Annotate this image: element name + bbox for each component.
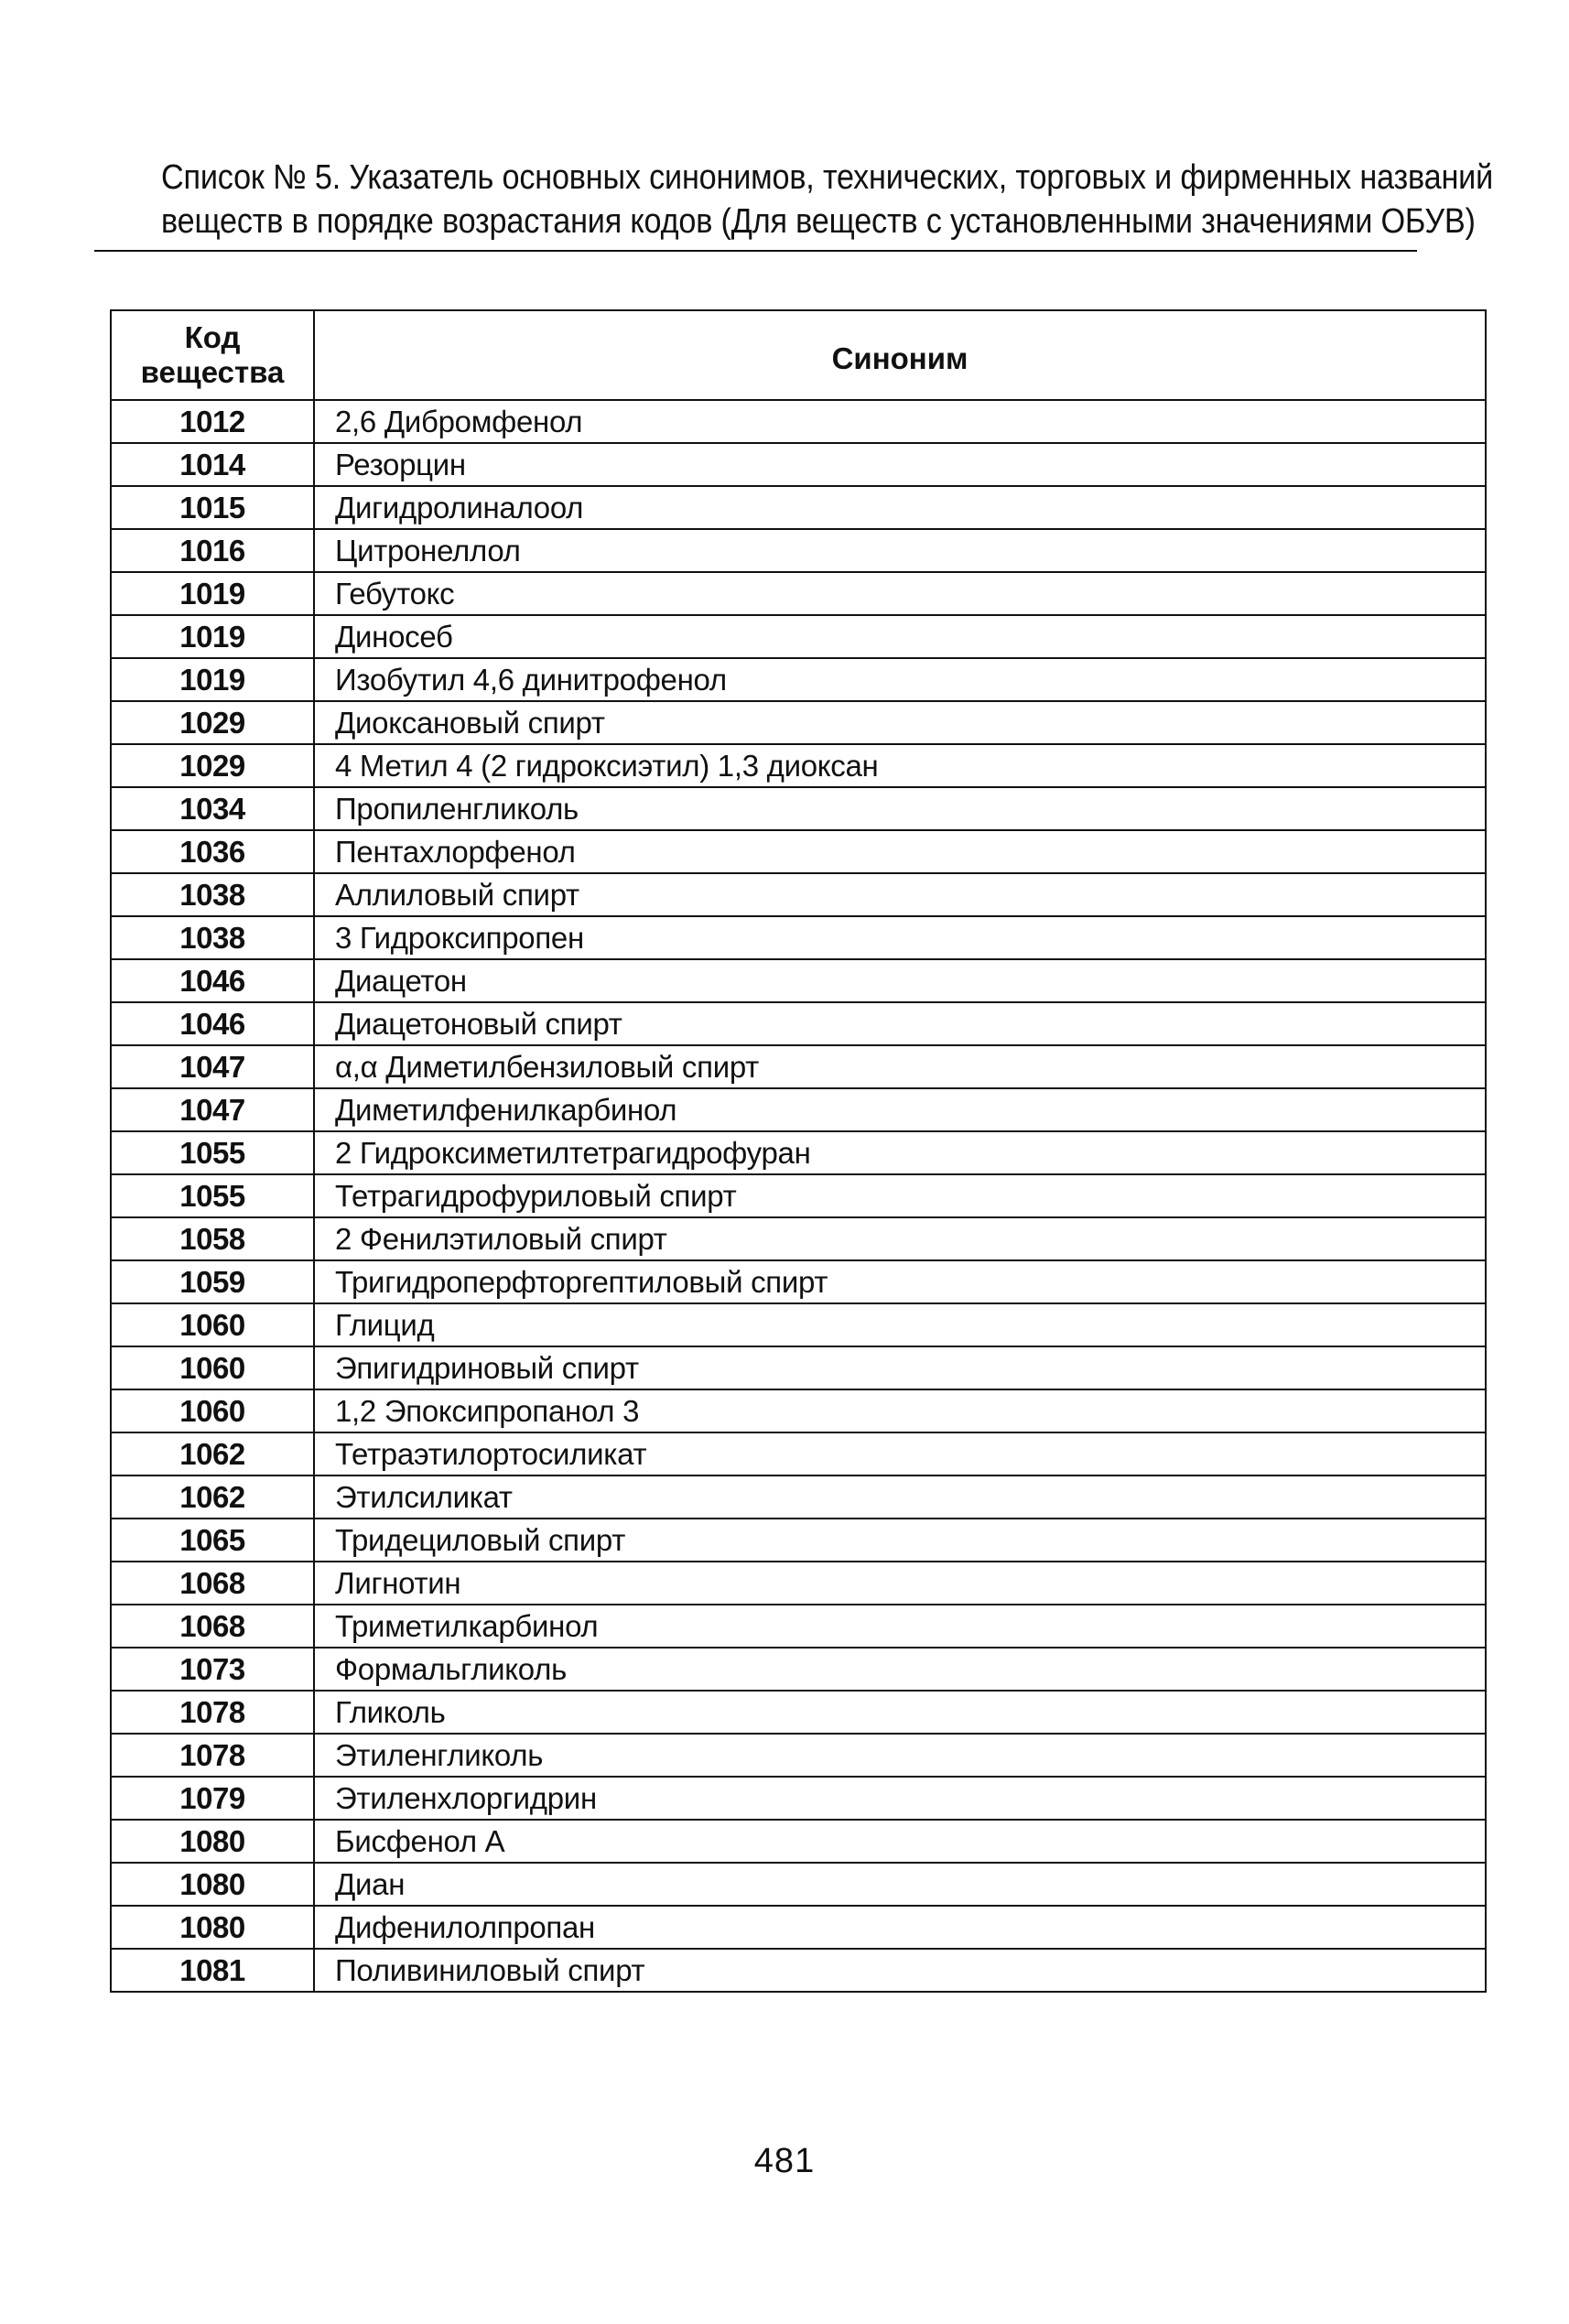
synonym-table	[110, 309, 1487, 1993]
substance-code-cell: 1062	[111, 1432, 314, 1475]
table-row	[111, 1389, 1486, 1432]
table-row	[111, 615, 1486, 658]
substance-code-cell: 1038	[111, 873, 314, 916]
table-row	[111, 529, 1486, 572]
table-row	[111, 486, 1486, 529]
table-row	[111, 572, 1486, 615]
substance-code-cell: 1062	[111, 1475, 314, 1519]
substance-code-cell: 1034	[111, 787, 314, 830]
synonym-cell: Этиленхлоргидрин	[314, 1777, 1486, 1820]
substance-code-cell: 1060	[111, 1389, 314, 1432]
synonym-cell: 2,6 Дибромфенол	[314, 400, 1486, 443]
synonym-cell: Этилсиликат	[314, 1475, 1486, 1519]
synonym-cell: Гебутокс	[314, 572, 1486, 615]
substance-code-cell: 1068	[111, 1562, 314, 1605]
table-row	[111, 787, 1486, 830]
table-row	[111, 1346, 1486, 1389]
substance-code-cell: 1019	[111, 615, 314, 658]
synonym-cell: Цитронеллол	[314, 529, 1486, 572]
table-row	[111, 1303, 1486, 1346]
synonym-cell: Диоксановый спирт	[314, 701, 1486, 744]
substance-code-cell: 1078	[111, 1734, 314, 1777]
table-row	[111, 1906, 1486, 1949]
synonym-cell: Резорцин	[314, 443, 1486, 486]
substance-code-cell: 1015	[111, 486, 314, 529]
synonym-cell: Этиленгликоль	[314, 1734, 1486, 1777]
table-row	[111, 1174, 1486, 1217]
synonym-cell: Триметилкарбинол	[314, 1605, 1486, 1648]
substance-code-cell: 1065	[111, 1519, 314, 1562]
substance-code-cell: 1080	[111, 1863, 314, 1906]
table-row	[111, 1562, 1486, 1605]
synonym-cell: Формальгликоль	[314, 1648, 1486, 1691]
synonym-cell: Дигидролиналоол	[314, 486, 1486, 529]
table-body	[111, 400, 1486, 1992]
synonym-cell: Эпигидриновый спирт	[314, 1346, 1486, 1389]
page-title	[161, 156, 1494, 243]
substance-code-cell: 1047	[111, 1088, 314, 1131]
substance-code-cell: 1047	[111, 1045, 314, 1088]
table-row	[111, 1863, 1486, 1906]
substance-code-cell: 1046	[111, 1002, 314, 1045]
synonym-cell: Тридециловый спирт	[314, 1519, 1486, 1562]
synonym-cell: 2 Гидроксиметилтетрагидрофуран	[314, 1131, 1486, 1174]
synonym-cell: Диносеб	[314, 615, 1486, 658]
synonym-cell: Лигнотин	[314, 1562, 1486, 1605]
synonym-cell: Диметилфенилкарбинол	[314, 1088, 1486, 1131]
table-row	[111, 1605, 1486, 1648]
synonym-cell: 1,2 Эпоксипропанол 3	[314, 1389, 1486, 1432]
table-row	[111, 1260, 1486, 1303]
table-row	[111, 1131, 1486, 1174]
substance-code-cell: 1060	[111, 1346, 314, 1389]
substance-code-cell: 1014	[111, 443, 314, 486]
substance-code-cell: 1079	[111, 1777, 314, 1820]
synonym-cell: Диацетоновый спирт	[314, 1002, 1486, 1045]
substance-code-cell: 1060	[111, 1303, 314, 1346]
synonym-cell: Аллиловый спирт	[314, 873, 1486, 916]
table-row	[111, 744, 1486, 787]
page-number: 481	[753, 2142, 816, 2180]
synonym-cell: α,α Диметилбензиловый спирт	[314, 1045, 1486, 1088]
synonym-cell: Поливиниловый спирт	[314, 1949, 1486, 1992]
synonym-cell: Изобутил 4,6 динитрофенол	[314, 658, 1486, 701]
substance-code-cell: 1036	[111, 830, 314, 873]
synonym-cell: Пропиленгликоль	[314, 787, 1486, 830]
table-row	[111, 443, 1486, 486]
substance-code-cell: 1046	[111, 959, 314, 1002]
substance-code-cell: 1058	[111, 1217, 314, 1260]
substance-code-cell: 1081	[111, 1949, 314, 1992]
table-row	[111, 1777, 1486, 1820]
substance-code-cell: 1055	[111, 1131, 314, 1174]
synonym-cell: Пентахлорфенол	[314, 830, 1486, 873]
substance-code-cell: 1019	[111, 572, 314, 615]
substance-code-cell: 1019	[111, 658, 314, 701]
substance-code-cell: 1029	[111, 701, 314, 744]
synonym-cell: 2 Фенилэтиловый спирт	[314, 1217, 1486, 1260]
table-row	[111, 1734, 1486, 1777]
synonym-cell: Диацетон	[314, 959, 1486, 1002]
column-header-synonym: Синоним	[314, 310, 1486, 400]
table-row	[111, 658, 1486, 701]
substance-code-cell: 1073	[111, 1648, 314, 1691]
table-row	[111, 1045, 1486, 1088]
table-row	[111, 916, 1486, 959]
table-row	[111, 1002, 1486, 1045]
synonym-cell: Глицид	[314, 1303, 1486, 1346]
substance-code-cell: 1012	[111, 400, 314, 443]
substance-code-cell: 1080	[111, 1820, 314, 1863]
table-row	[111, 1519, 1486, 1562]
table-row	[111, 1217, 1486, 1260]
table-row	[111, 1432, 1486, 1475]
synonym-cell: Тетрагидрофуриловый спирт	[314, 1174, 1486, 1217]
substance-code-cell: 1016	[111, 529, 314, 572]
synonym-cell: Тригидроперфторгептиловый спирт	[314, 1260, 1486, 1303]
column-header-code: Код вещества	[111, 310, 314, 400]
table-header-row	[111, 310, 1486, 400]
table-row	[111, 873, 1486, 916]
table-row	[111, 1691, 1486, 1734]
synonym-cell: Диан	[314, 1863, 1486, 1906]
table-row	[111, 959, 1486, 1002]
synonym-cell: Дифенилолпропан	[314, 1906, 1486, 1949]
substance-code-cell: 1080	[111, 1906, 314, 1949]
table-row	[111, 1820, 1486, 1863]
synonym-cell: Тетраэтилортосиликат	[314, 1432, 1486, 1475]
table-row	[111, 1088, 1486, 1131]
substance-code-cell: 1068	[111, 1605, 314, 1648]
synonym-cell: Гликоль	[314, 1691, 1486, 1734]
synonym-cell: 3 Гидроксипропен	[314, 916, 1486, 959]
table-row	[111, 701, 1486, 744]
substance-code-cell: 1059	[111, 1260, 314, 1303]
table-row	[111, 400, 1486, 443]
substance-code-cell: 1055	[111, 1174, 314, 1217]
synonym-cell: 4 Метил 4 (2 гидроксиэтил) 1,3 диоксан	[314, 744, 1486, 787]
title-line-1: Список № 5. Указатель основных синонимов, технических, торговых и фирменных названий	[161, 158, 1494, 197]
table-row	[111, 1949, 1486, 1992]
substance-code-cell: 1038	[111, 916, 314, 959]
substance-code-cell: 1029	[111, 744, 314, 787]
substance-code-cell: 1078	[111, 1691, 314, 1734]
synonym-cell: Бисфенол А	[314, 1820, 1486, 1863]
table-row	[111, 1475, 1486, 1519]
title-line-2: веществ в порядке возрастания кодов (Для веществ с установленными значениями ОБУВ)	[161, 202, 1476, 241]
title-divider	[94, 250, 1417, 252]
table-row	[111, 830, 1486, 873]
table-row	[111, 1648, 1486, 1691]
